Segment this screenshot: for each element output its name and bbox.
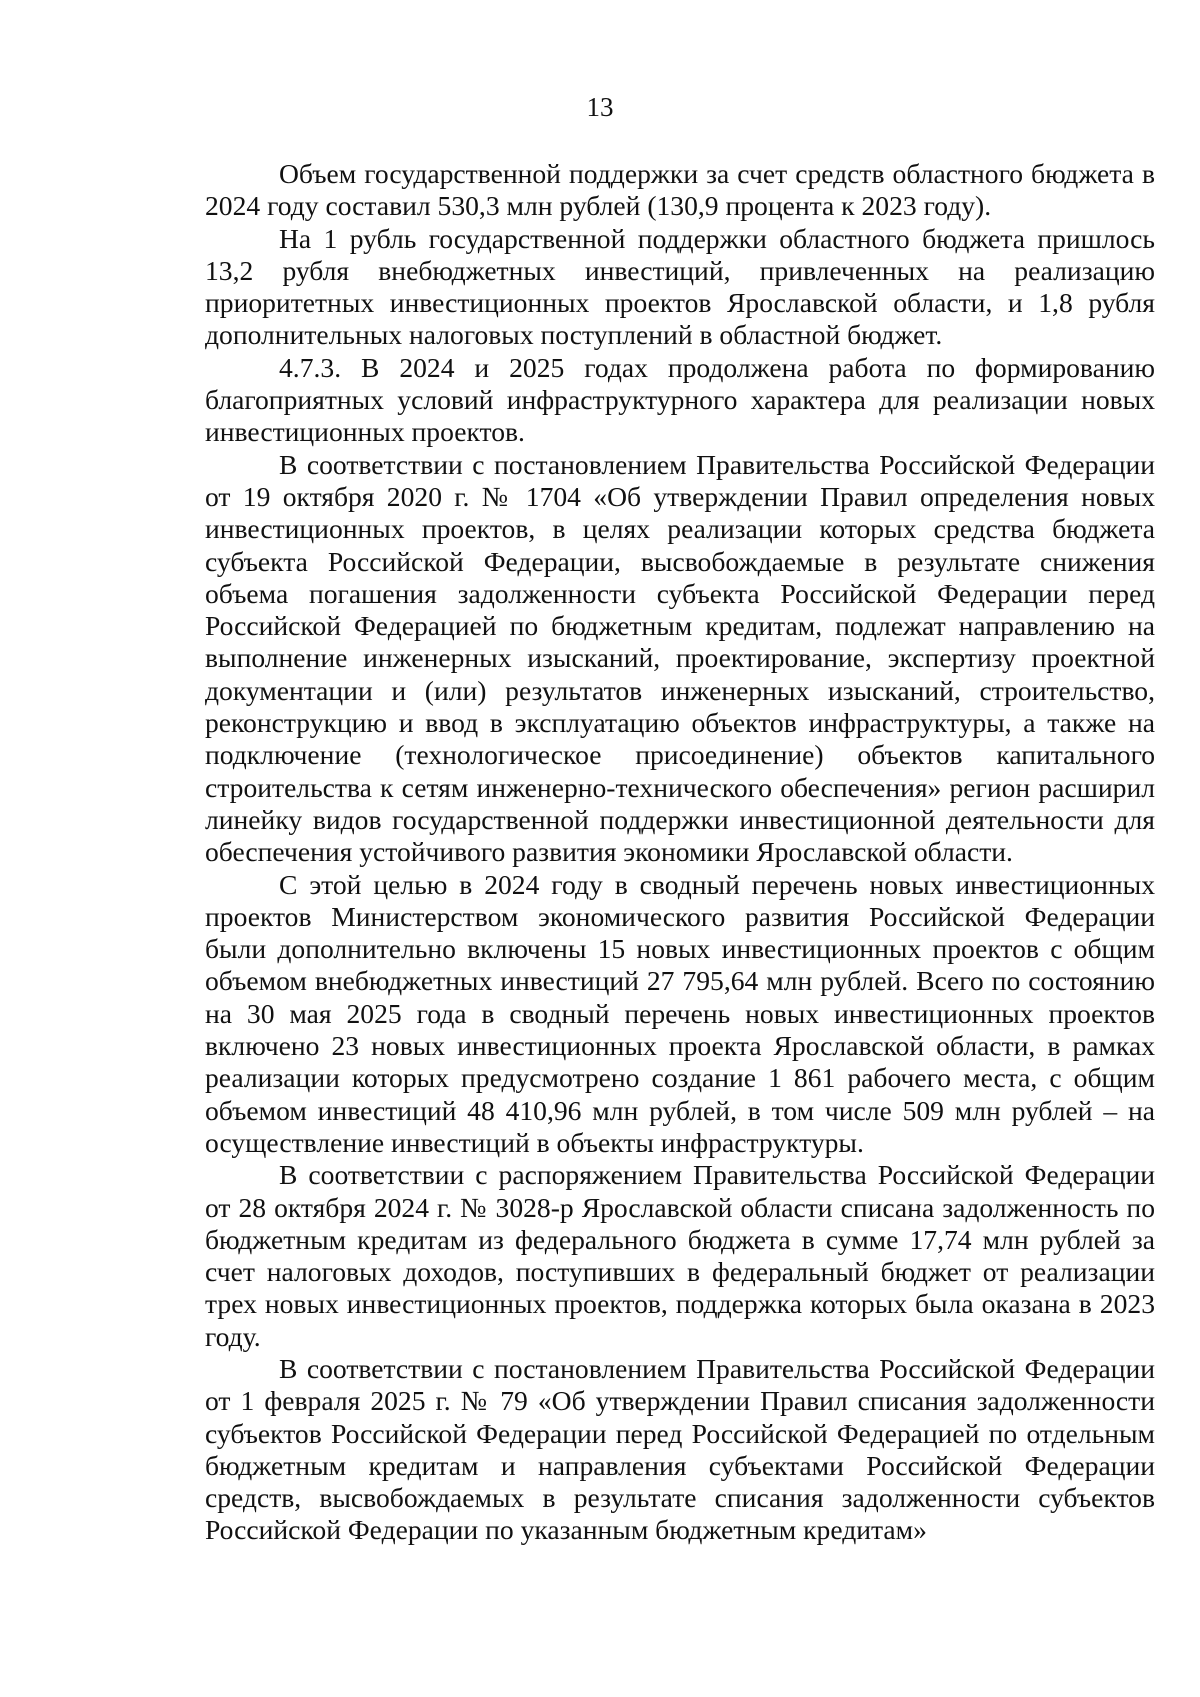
paragraph-support-per-ruble: На 1 рубль государственной поддержки областного бюджета пришлось 13,2 рубля внебюджетных инвестиций, привлеченных на реализацию приоритетных инвестиционных проектов Ярославской области, и 1,8 рубля дополнительных налоговых поступлений в областной бюджет.	[205, 222, 1155, 351]
paragraph-decree-79: В соответствии с постановлением Правительства Российской Федерации от 1 февраля 2025 г. № 79 «Об утверждении Правил списания задолженности субъектов Российской Федерации перед Российской Федерацией по отдельным бюджетным кредитам и направления субъектами Российской Федерации средств, высвобождаемых в результате списания задолженности субъектов Российской Федерации по указанным бюджетным кредитам»	[205, 1352, 1155, 1546]
paragraph-project-list-2024: С этой целью в 2024 году в сводный перечень новых инвестиционных проектов Министерством экономического развития Российской Федерации были дополнительно включены 15 новых инвестиционных проектов с общим объемом внебюджетных инвестиций 27 795,64 млн рублей. Всего по состоянию на 30 мая 2025 года в сводный перечень новых инвестиционных проектов включено 23 новых инвестиционных проекта Ярославской области, в рамках реализации которых предусмотрено создание 1 861 рабочего места, с общим объемом инвестиций 48 410,96 млн рублей, в том числе 509 млн рублей – на осуществление инвестиций в объекты инфраструктуры.	[205, 868, 1155, 1158]
paragraph-section-4-7-3: 4.7.3. В 2024 и 2025 годах продолжена работа по формированию благоприятных условий инфраструктурного характера для реализации новых инвестиционных проектов.	[205, 351, 1155, 448]
paragraph-decree-1704: В соответствии с постановлением Правительства Российской Федерации от 19 октября 2020 г. № 1704 «Об утверждении Правил определения новых инвестиционных проектов, в целях реализации которых средства бюджета субъекта Российской Федерации, высвобождаемые в результате снижения объема погашения задолженности субъекта Российской Федерации перед Российской Федерацией по бюджетным кредитам, подлежат направлению на выполнение инженерных изысканий, проектирование, экспертизу проектной документации и (или) результатов инженерных изысканий, строительство, реконструкцию и ввод в эксплуатацию объектов инфраструктуры, а также на подключение (технологическое присоединение) объектов капитального строительства к сетям инженерно-технического обеспечения» регион расширил линейку видов государственной поддержки инвестиционной деятельности для обеспечения устойчивого развития экономики Ярославской области.	[205, 448, 1155, 868]
page-number: 13	[586, 92, 614, 122]
document-body	[205, 158, 1155, 1547]
paragraph-state-support-volume: Объем государственной поддержки за счет средств областного бюджета в 2024 году составил 530,3 млн рублей (130,9 процента к 2023 году).	[205, 158, 1155, 222]
paragraph-order-3028-r: В соответствии с распоряжением Правительства Российской Федерации от 28 октября 2024 г. № 3028-р Ярославской области списана задолженность по бюджетным кредитам из федерального бюджета в сумме 17,74 млн рублей за счет налоговых доходов, поступивших в федеральный бюджет от реализации трех новых инвестиционных проектов, поддержка которых была оказана в 2023 году.	[205, 1159, 1155, 1352]
